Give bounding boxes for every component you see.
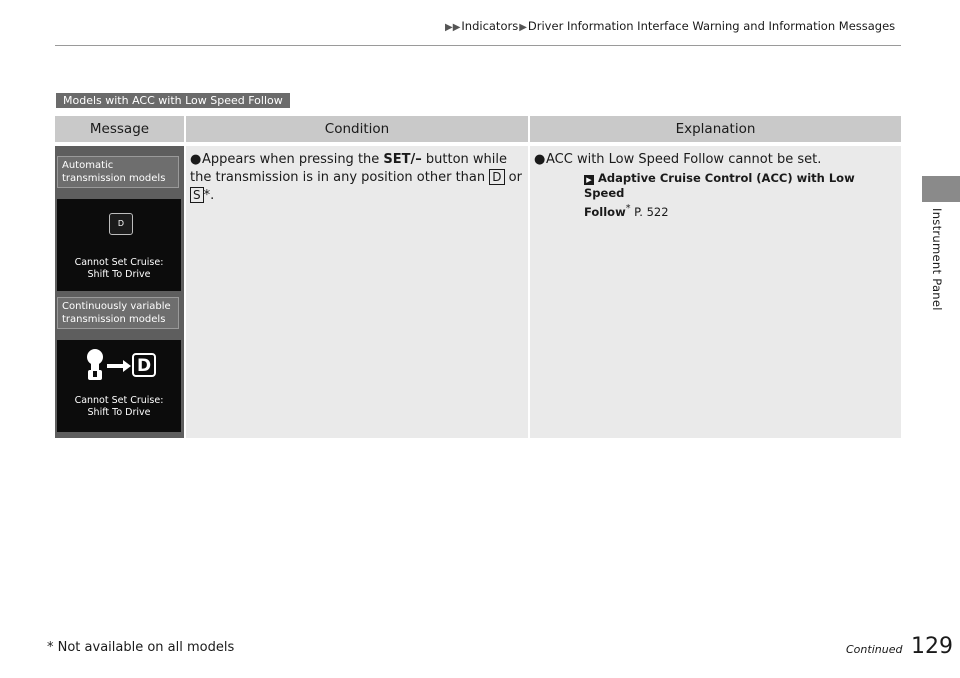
screen-message-line1: Cannot Set Cruise: — [74, 257, 164, 268]
gear-key-s: S — [190, 187, 204, 203]
table-header — [55, 116, 901, 142]
screen-message-line1: Cannot Set Cruise: — [74, 395, 164, 406]
cvt-label: Continuously variable transmission models — [57, 297, 179, 329]
breadcrumb-arrow-icon: ▶▶ — [445, 22, 461, 33]
automatic-transmission-label: Automatic transmission models — [57, 156, 179, 188]
display-screen-cvt — [57, 340, 181, 432]
screen-message-line2: Shift To Drive — [87, 407, 151, 418]
cross-reference-page: P. 522 — [630, 204, 669, 219]
column-header-message: Message — [55, 116, 184, 142]
cross-reference-link[interactable]: ▶ Adaptive Cruise Control (ACC) with Low Speed Follow* P. 522 — [584, 171, 855, 219]
gear-indicator-icon: D — [109, 213, 133, 235]
breadcrumb-item-messages[interactable]: Driver Information Interface Warning and Information Messages — [527, 19, 896, 33]
models-tag: Models with ACC with Low Speed Follow — [56, 93, 290, 108]
bullet-icon: ● — [190, 152, 202, 167]
set-button-name: SET/– — [383, 152, 422, 167]
footnote: * Not available on all models — [47, 640, 235, 655]
condition-text: ●Appears when pressing the SET/– button while the transmission is in any position other than D or S *. — [190, 152, 522, 203]
display-screen-automatic — [57, 199, 181, 291]
breadcrumb-arrow-icon: ▶ — [519, 22, 527, 33]
breadcrumb-item-indicators[interactable]: Indicators — [461, 19, 519, 33]
page-number: 129 — [911, 634, 953, 659]
column-header-explanation: Explanation — [530, 116, 901, 142]
column-header-condition: Condition — [186, 116, 528, 142]
breadcrumb — [444, 19, 914, 33]
bullet-icon: ● — [534, 152, 546, 167]
chapter-label: Instrument Panel — [930, 208, 944, 311]
continued-label: Continued — [846, 643, 903, 656]
header-divider — [55, 45, 901, 46]
chapter-tab — [922, 176, 960, 202]
svg-text:D: D — [136, 356, 152, 376]
gear-key-d: D — [489, 169, 504, 185]
explanation-text — [534, 151, 898, 220]
cross-reference-icon: ▶ — [584, 175, 594, 185]
shift-to-drive-icon — [57, 340, 181, 390]
screen-message-line2: Shift To Drive — [87, 269, 151, 280]
explanation-body: ACC with Low Speed Follow cannot be set. — [546, 152, 822, 167]
